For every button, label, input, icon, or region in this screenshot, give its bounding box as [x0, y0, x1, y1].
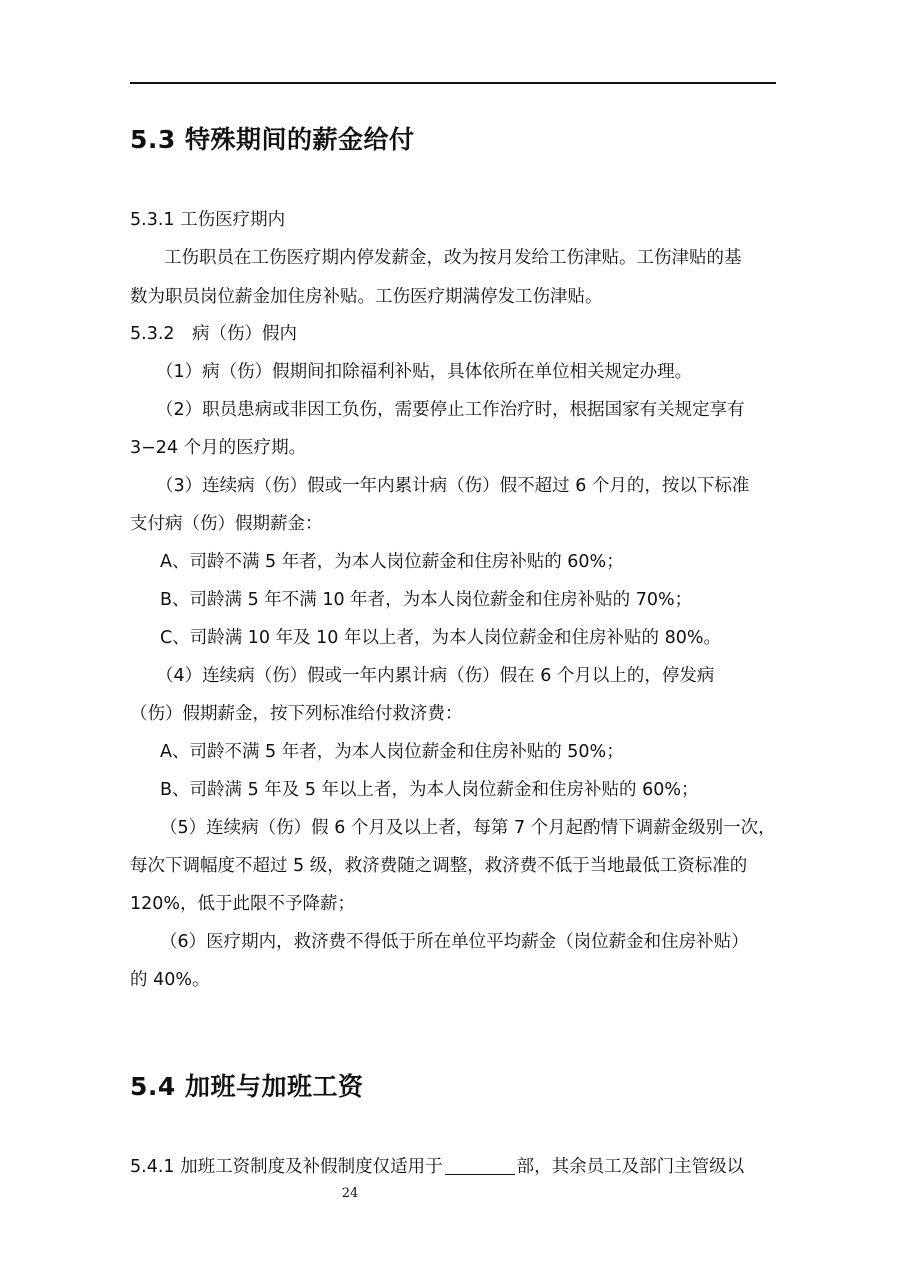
fill-in-blank: [445, 1156, 515, 1175]
list-item-6-cont: 的 40%。: [130, 970, 210, 990]
section-title-5-4: 5.4 加班与加班工资: [130, 1072, 364, 1101]
section-title-5-3: 5.3 特殊期间的薪金给付: [130, 125, 415, 154]
sub-item-4a: A、司龄不满 5 年者，为本人岗位薪金和住房补贴的 50%；: [160, 742, 624, 762]
sub-item-3a: A、司龄不满 5 年者，为本人岗位薪金和住房补贴的 60%；: [160, 552, 624, 572]
subsection-text-suffix: 部，其余员工及部门主管级以: [516, 1157, 745, 1177]
sub-item-3c: C、司龄满 10 年及 10 年以上者，为本人岗位薪金和住房补贴的 80%。: [160, 628, 721, 648]
paragraph-line: 工伤职员在工伤医疗期内停发薪金，改为按月发给工伤津贴。工伤津贴的基: [164, 248, 742, 268]
header-rule: [130, 82, 776, 84]
sub-item-4b: B、司龄满 5 年及 5 年以上者，为本人岗位薪金和住房补贴的 60%；: [160, 780, 699, 800]
subsection-heading-5-3-1: 5.3.1 工伤医疗期内: [130, 210, 286, 230]
page-number: 24: [341, 1186, 359, 1201]
list-item-2-cont: 3−24 个月的医疗期。: [130, 438, 307, 458]
list-item-4-cont: （伤）假期薪金，按下列标准给付救济费：: [130, 704, 463, 724]
subsection-line-5-4-1: [130, 1155, 744, 1179]
paragraph-line: 数为职员岗位薪金加住房补贴。工伤医疗期满停发工伤津贴。: [130, 287, 603, 307]
list-item-2: （2）职员患病或非因工负伤，需要停止工作治疗时，根据国家有关规定享有: [156, 400, 745, 420]
list-item-3: （3）连续病（伤）假或一年内累计病（伤）假不超过 6 个月的，按以下标准: [156, 476, 750, 496]
list-item-6: （6）医疗期内，救济费不得低于所在单位平均薪金（岗位薪金和住房补贴）: [160, 932, 749, 952]
list-item-4: （4）连续病（伤）假或一年内累计病（伤）假在 6 个月以上的，停发病: [156, 666, 715, 686]
list-item-5-cont: 每次下调幅度不超过 5 级，救济费随之调整，救济费不低于当地最低工资标准的: [130, 856, 748, 876]
subsection-text-prefix: 5.4.1 加班工资制度及补假制度仅适用于: [130, 1157, 443, 1177]
list-item-5-cont: 120%，低于此限不予降薪；: [130, 894, 356, 914]
sub-item-3b: B、司龄满 5 年不满 10 年者，为本人岗位薪金和住房补贴的 70%；: [160, 590, 693, 610]
subsection-heading-5-3-2: 5.3.2 病（伤）假内: [130, 324, 298, 344]
list-item-5: （5）连续病（伤）假 6 个月及以上者，每第 7 个月起酌情下调薪金级别一次，: [160, 818, 776, 838]
list-item-1: （1）病（伤）假期间扣除福利补贴，具体依所在单位相关规定办理。: [156, 362, 693, 382]
list-item-3-cont: 支付病（伤）假期薪金：: [130, 514, 323, 534]
